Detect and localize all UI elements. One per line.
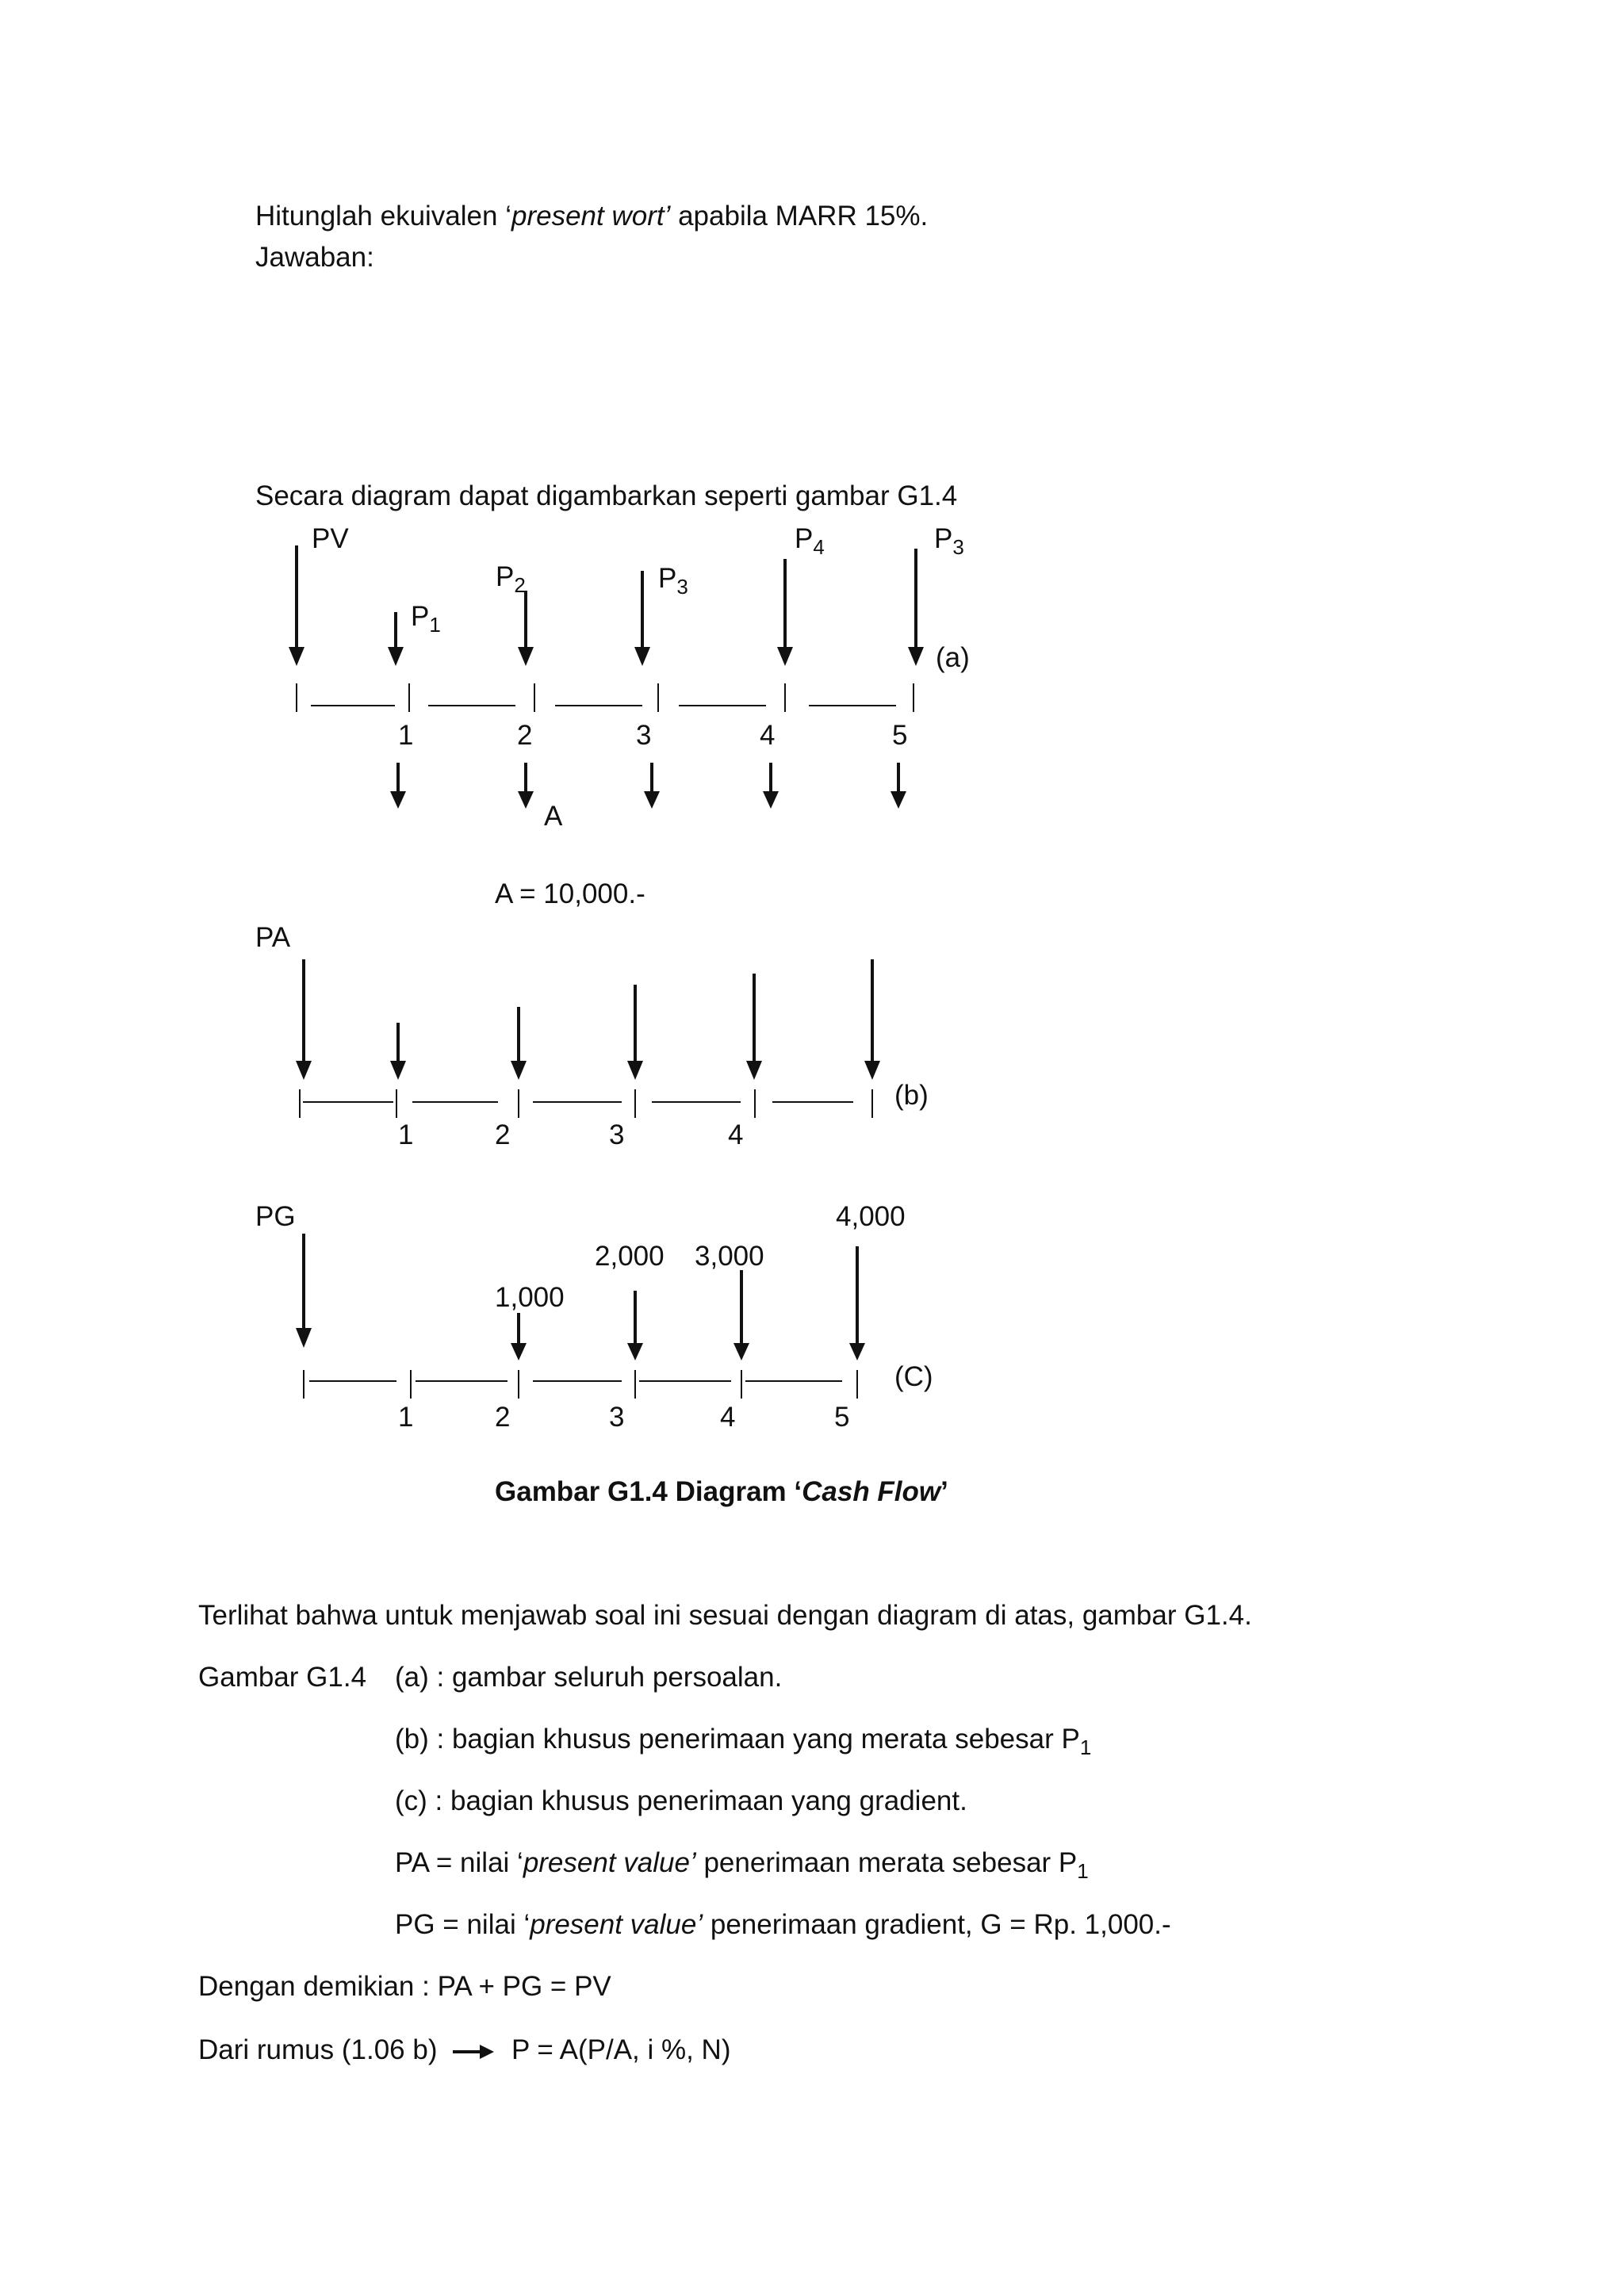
tick-label: 5: [834, 1402, 850, 1433]
right-arrow-icon: [451, 2042, 496, 2061]
tick-label: 4: [720, 1402, 736, 1433]
diagram-a-timeline: [297, 683, 914, 712]
diagram-b-tag: (b): [894, 1080, 929, 1111]
p4-arrowhead: [777, 647, 793, 666]
body-line-1: Terlihat bahwa untuk menjawab soal ini sesuai dengan diagram di atas, gambar G1.4.: [198, 1600, 1252, 1631]
pa-definition: PA = nilai ‘present value’ penerimaan merata sebesar $P_1$: [395, 1847, 1089, 1883]
dari-line: Dari rumus (1.06 b) P = A(P/A, i %, N): [198, 2034, 731, 2065]
value-label: 2,000: [595, 1241, 665, 1272]
a-value: A = 10,000.-: [495, 878, 645, 909]
p2-arrowhead: [518, 647, 534, 666]
tick-label: 1: [398, 1402, 414, 1433]
tick-label: 2: [517, 720, 533, 751]
pg-label: PG: [255, 1201, 296, 1232]
tick-label: 4: [728, 1119, 744, 1150]
p5-arrowhead: [908, 647, 924, 666]
figure-caption: Gambar G1.4 Diagram ‘Cash Flow’: [495, 1476, 948, 1507]
p3-arrowhead: [634, 647, 650, 666]
item-a: (a) : gambar seluruh persoalan.: [395, 1662, 783, 1693]
answer-label: Jawaban:: [255, 242, 374, 273]
tick-label: 3: [636, 720, 652, 751]
question-italic: present wort’: [511, 201, 671, 232]
a-label: A: [544, 801, 563, 832]
diagram-intro: Secara diagram dapat digambarkan seperti gambar G1.4: [255, 480, 958, 511]
tick-label: 5: [892, 720, 908, 751]
p2-label: $P_2$: [496, 561, 526, 597]
diagram-a-arrows: [289, 545, 924, 666]
dengan-line: Dengan demikian : PA + PG = PV: [198, 1971, 611, 2002]
pg-definition: PG = nilai ‘present value’ penerimaan gradient, G = Rp. 1,000.-: [395, 1909, 1171, 1940]
diagram-c-tag: (C): [894, 1361, 933, 1392]
item-b: (b) : bagian khusus penerimaan yang merata sebesar $P_1$: [395, 1724, 1092, 1759]
p1-label: $P_1$: [411, 601, 441, 637]
tick-label: 1: [398, 1119, 414, 1150]
diagram-c-timeline: [304, 1370, 857, 1399]
gambar-label: Gambar G1.4: [198, 1662, 367, 1693]
p3-label: $P_3$: [658, 563, 688, 599]
p4-label: $P_4$: [795, 523, 825, 559]
item-c: (c) : bagian khusus penerimaan yang gradient.: [395, 1785, 967, 1816]
pv-arrowhead: [289, 647, 304, 666]
diagram-c-arrows: [296, 1234, 865, 1360]
pv-label: PV: [312, 523, 349, 554]
diagram-a-bottom-arrows: [390, 763, 906, 809]
tick-label: 2: [495, 1119, 511, 1150]
tick-label: 1: [398, 720, 414, 751]
value-label: 4,000: [836, 1201, 906, 1232]
tick-label: 3: [609, 1402, 625, 1433]
question-text-end: apabila MARR 15%.: [670, 201, 929, 232]
diagram-a-tag: (a): [936, 642, 970, 673]
question-text: Hitunglah ekuivalen ‘: [255, 201, 511, 232]
pa-label: PA: [255, 922, 291, 953]
tick-label: 3: [609, 1119, 625, 1150]
value-label: 1,000: [495, 1282, 565, 1313]
diagram-b-timeline: [300, 1089, 872, 1118]
diagram-b-arrows: [296, 959, 880, 1080]
tick-label: 4: [760, 720, 776, 751]
p1-arrowhead: [388, 647, 404, 666]
value-label: 3,000: [695, 1241, 764, 1272]
p5-label: $P_3$: [934, 523, 964, 559]
tick-label: 2: [495, 1402, 511, 1433]
